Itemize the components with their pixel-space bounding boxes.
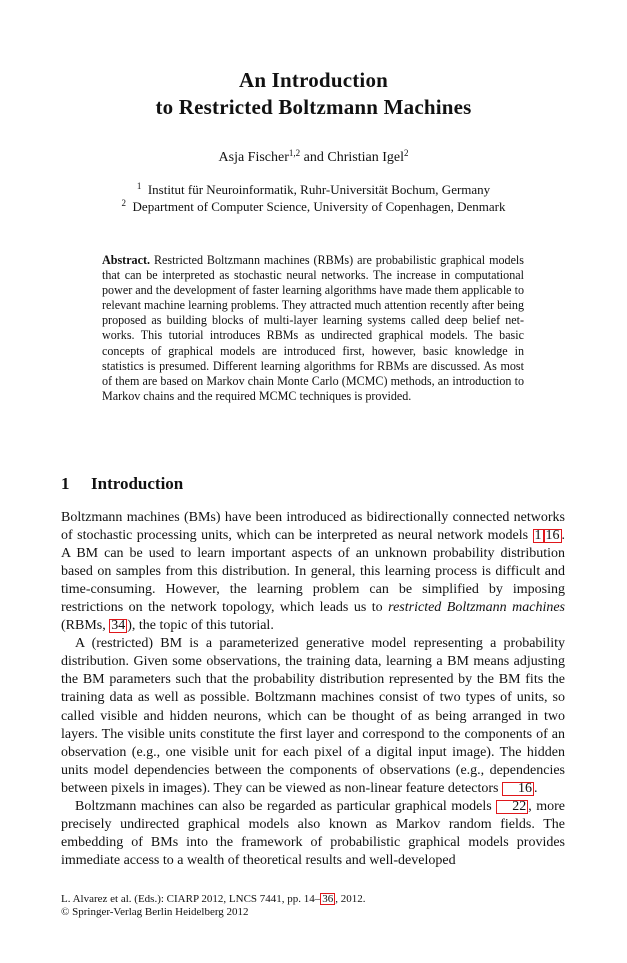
author-affiliation-marker: 2 (403, 148, 409, 158)
footer-text: L. Alvarez et al. (Eds.): CIARP 2012, LNCS 7441, pp. 14– (61, 893, 321, 905)
section-number: 1 (61, 474, 70, 493)
paragraph-text: Boltzmann machines can also be regarded as particular graphical models (75, 798, 497, 814)
section-title: Introduction (91, 474, 184, 493)
paragraph-text: A (restricted) BM is a parameterized generative model representing a probability distribution. Given some observations, the training data, learning a BM means adjusting the BM parameters such that the probability distribution represented by the BM fits the training data as well as possible. Boltzmann machines consist of two types of units, so called visible and hidden neurons, which can be thought of as being arranged in two layers. The visible units constitute the first layer and correspond to the components of an observation (e.g., one visible unit for each pixel of a digital input image). The hidden units model dependencies between the components of observations (e.g., dependencies between pixels in images). They can be viewed as non-linear feature detectors (61, 636, 565, 796)
paragraph-1 (61, 509, 565, 635)
page-range-link[interactable]: 36 (322, 893, 334, 905)
paragraph-2 (61, 635, 565, 797)
author-name: Asja Fischer (218, 150, 289, 165)
paper-title-line-2: to Restricted Boltzmann Machines (155, 95, 472, 119)
page-footer (61, 893, 565, 919)
copyright-line: © Springer-Verlag Berlin Heidelberg 2012 (61, 906, 249, 918)
section-heading (61, 474, 183, 494)
footer-citation-line (61, 893, 565, 906)
paragraph-text: . (533, 780, 538, 796)
affiliation-number: 1 (136, 181, 142, 191)
footer-text: , 2012. (335, 893, 366, 905)
paragraph-text: (RBMs, (61, 618, 110, 634)
affiliation-text: Department of Computer Science, University of Copenhagen, Denmark (132, 199, 506, 214)
author-separator: and (300, 150, 328, 165)
affiliation-number: 2 (121, 198, 127, 208)
paragraph-text: . A BM can be used to learn important aspects of an unknown probability distribution based on samples from this distribution. In general, this learning process is difficult and time-consuming. However, the learning problem can be simplified by imposing restrictions on the network topology, which leads us to (61, 528, 565, 616)
paragraph-text: , more precisely undirected graphical models also known as Markov random fields. The embedding of BMs into the framework of probabilistic graphical models provides immediate access to a wealth of theoretical results and well-developed (61, 798, 565, 868)
citation-link[interactable]: 16 (545, 528, 560, 544)
citation-link[interactable]: 1 (534, 528, 542, 544)
abstract-text: Restricted Boltzmann machines (RBMs) are probabilistic graphical models that can be interpreted as stochastic neural networks. The increase in computational power and the development of faster learning algorithms have made them applicable to relevant machine learning problems. They attracted much attention recently after being proposed as building blocks of multi-layer learning systems called deep belief networks. This tutorial introduces RBMs as undirected graphical models. The basic concepts of graphical models are introduced first, however, basic knowledge in statistics is presumed. Different learning algorithms for RBMs are discussed. As most of them are based on Markov chain Monte Carlo (MCMC) methods, an introduction to Markov chains and the required MCMC techniques is provided. (102, 253, 524, 403)
emphasized-term: restricted Boltzmann machines (388, 600, 566, 616)
abstract-label: Abstract. (102, 253, 151, 267)
affiliation-2 (0, 199, 627, 215)
citation-link[interactable]: 34 (111, 618, 126, 634)
body-text (61, 509, 565, 870)
paragraph-text: Boltzmann machines (BMs) have been introduced as bidirectionally connected networks of stochastic processing units, which can be interpreted as neural network models (61, 510, 565, 544)
paragraph-3 (61, 798, 565, 870)
paper-title-line-1: An Introduction (238, 68, 389, 92)
paragraph-text: ), the topic of this tutorial. (127, 618, 274, 634)
affiliation-text: Institut für Neuroinformatik, Ruhr-Universität Bochum, Germany (147, 182, 491, 197)
author-list (0, 150, 627, 166)
author-name: Christian Igel (327, 150, 404, 165)
citation-link[interactable]: 16 (502, 782, 534, 796)
author-affiliation-marker: 1,2 (288, 148, 301, 158)
abstract (102, 253, 524, 404)
citation-link[interactable]: 22 (496, 800, 528, 814)
affiliation-1 (0, 182, 627, 198)
